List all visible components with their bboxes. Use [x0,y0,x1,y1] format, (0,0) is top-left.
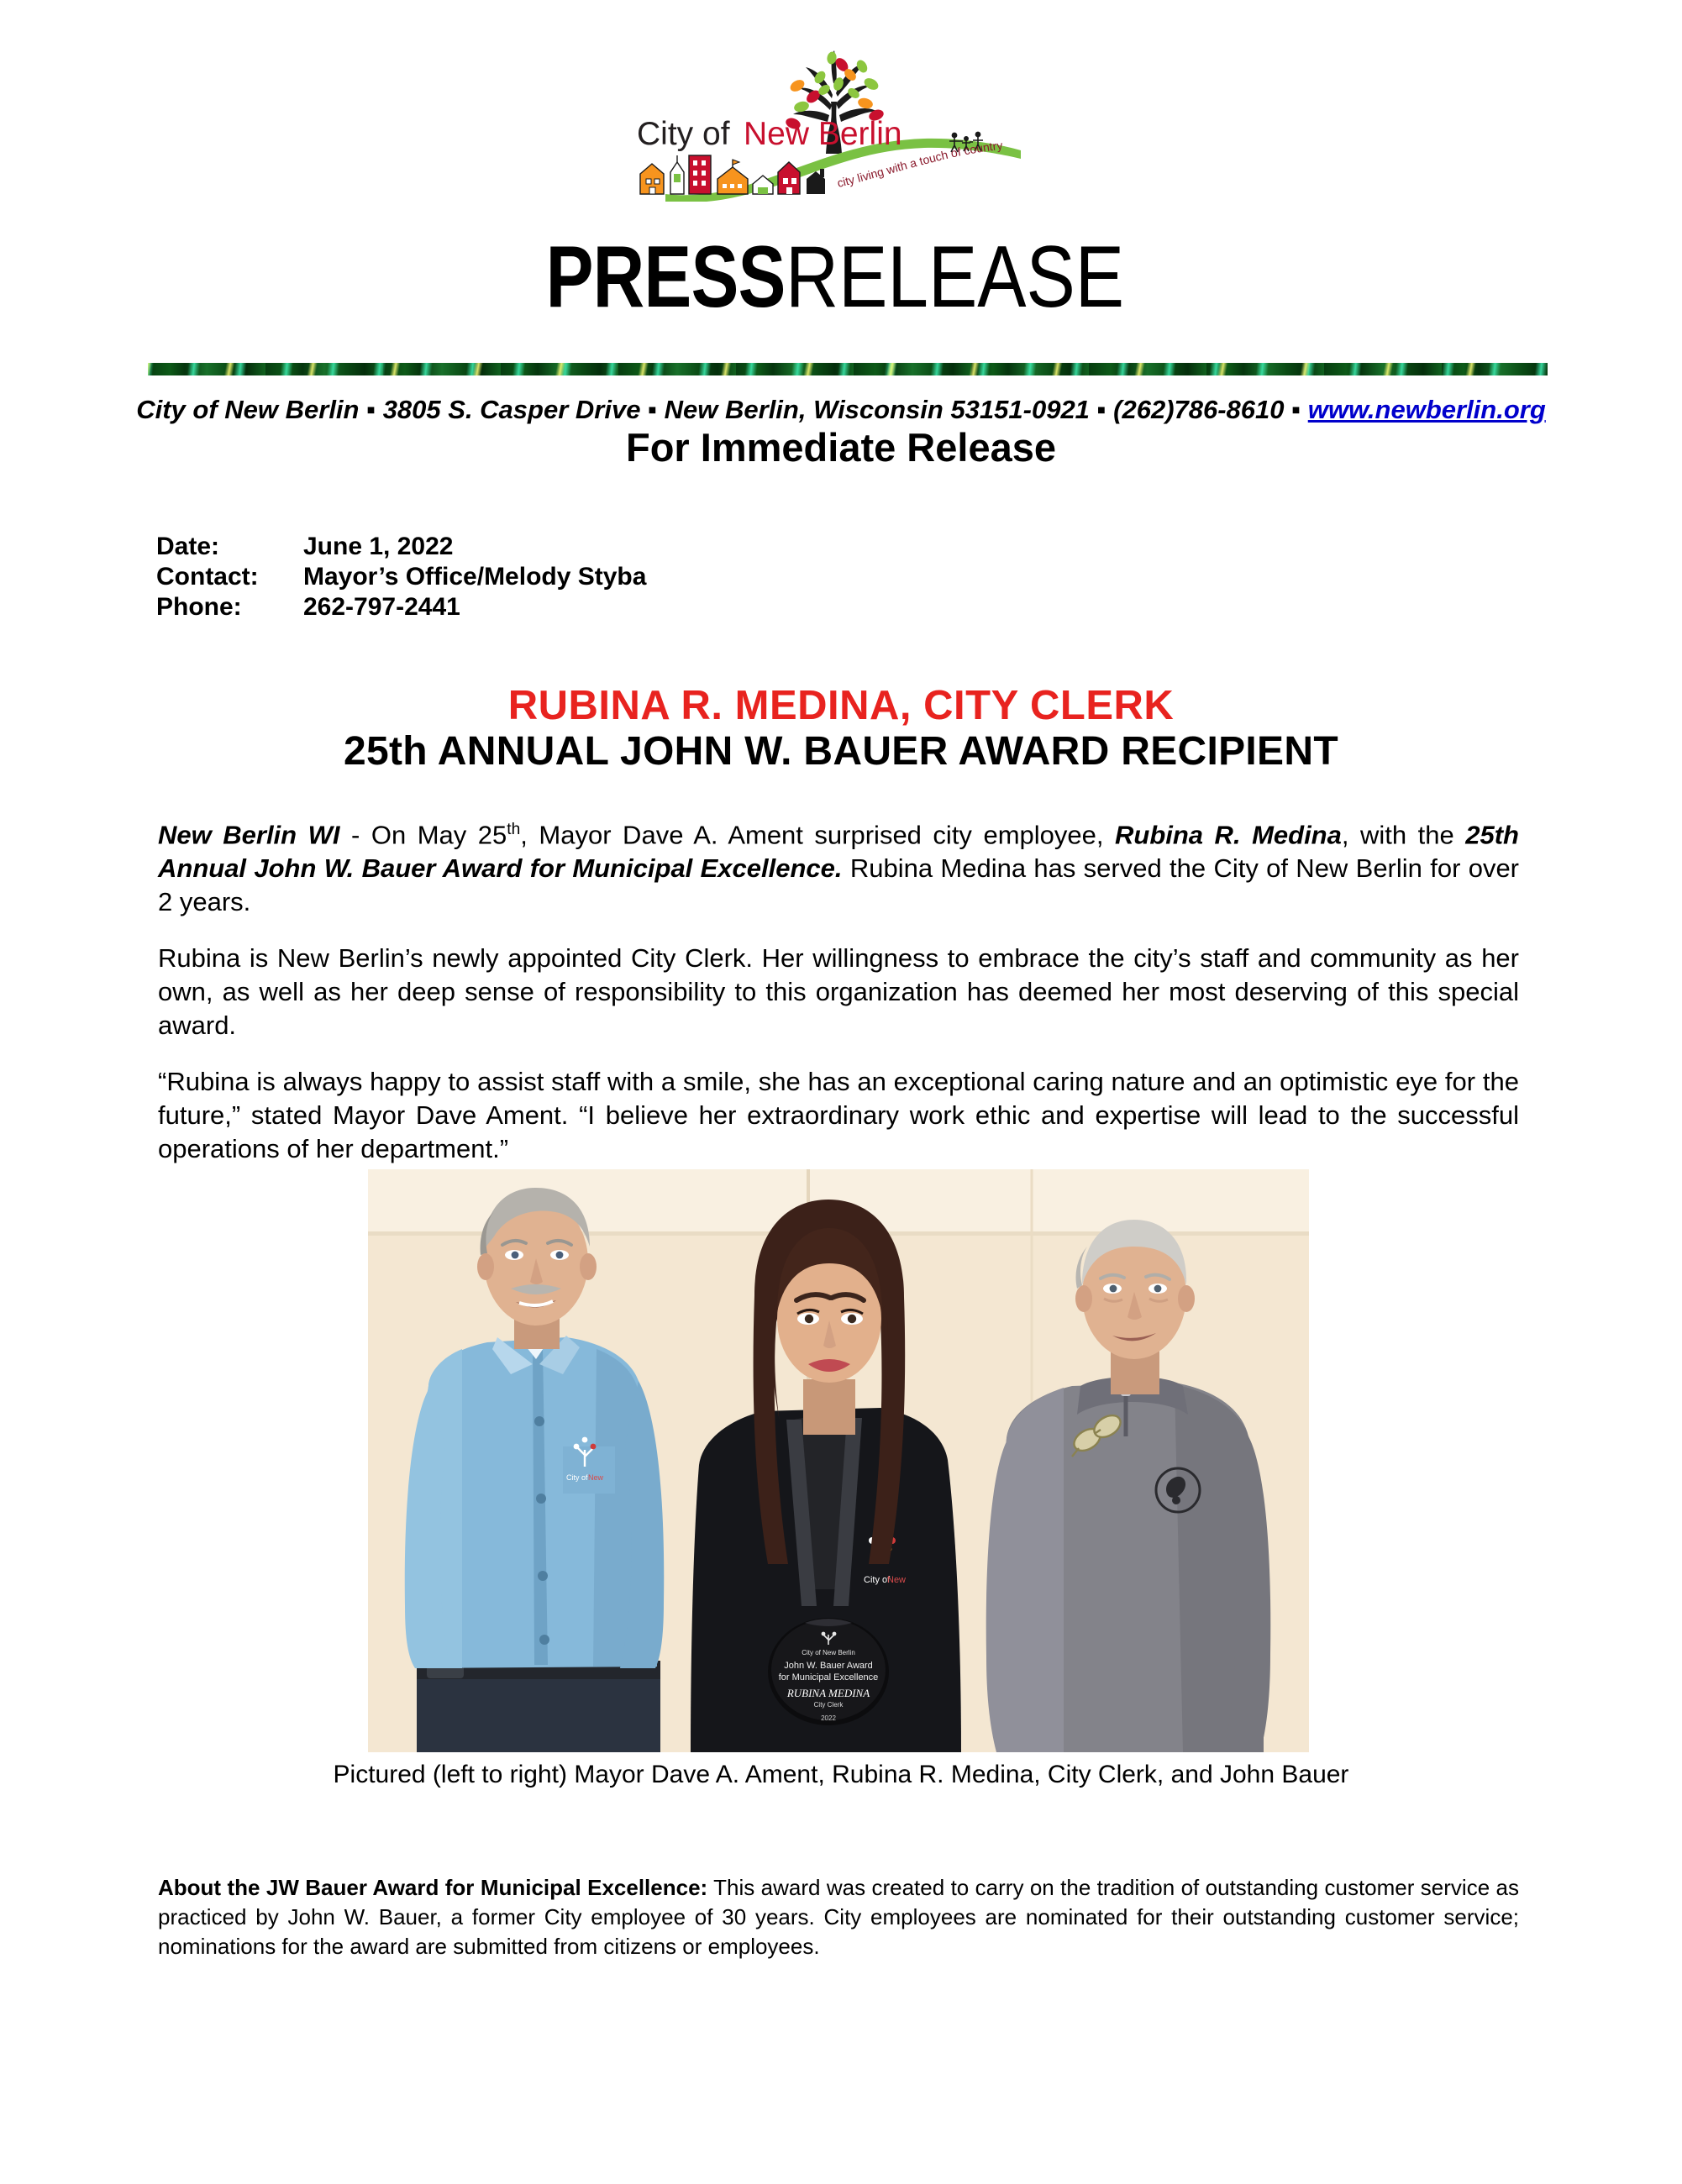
address-line [0,395,1682,425]
paragraph-3: “Rubina is always happy to assist staff with a smile, she has an exceptional caring nature and an optimistic eye for the future,” stated Mayor Dave Ament. “I believe her extraordinary work ethic and expertise will lead to the successful operations of her department.” [158,1067,1519,1164]
logo-city-of-text: City of [637,116,730,152]
award-name: 25th Annual John W. Bauer Award for Municipal Excellence. [158,820,1519,884]
plaque-line-4: RUBINA MEDINA [786,1687,870,1699]
meta-row-date [156,532,646,562]
photo-caption: Pictured (left to right) Mayor Dave A. Ament, Rubina R. Medina, City Clerk, and John Bauer [333,1761,1349,1788]
award-presentation-photo [368,1169,1309,1752]
about-award-footer [158,1873,1519,1961]
paragraph-1 [158,813,1519,919]
phone-value: 262-797-2441 [303,593,460,621]
release-meta-block [156,532,646,622]
website-link[interactable]: www.newberlin.org [1307,395,1546,424]
headline-secondary: 25th ANNUAL JOHN W. BAUER AWARD RECIPIENT [344,729,1338,774]
address-text: City of New Berlin ▪ 3805 S. Casper Drive ▪ New Berlin, Wisconsin 53151-0921 ▪ (262)786-8610 ▪ [136,395,1308,424]
contact-value: Mayor’s Office/Melody Styba [303,563,647,591]
ordinal-suffix: th [507,821,521,838]
photo-illustration [368,1169,1309,1752]
award-plaque [768,1618,889,1725]
green-divider-bar [148,363,1548,375]
date-value: June 1, 2022 [303,533,454,560]
body-content [158,813,1519,1189]
phone-label: Phone: [156,593,242,621]
meta-row-phone [156,592,646,622]
p1-text-1: - On May 25 [339,820,507,850]
logo-tagline: city living with a touch of country [835,138,1004,190]
press-release-title [0,228,1682,326]
contact-label: Contact: [156,563,259,591]
p1-text-4: Rubina Medina has served the City of New Berlin for over 2 years. [158,853,1520,917]
logo-new-berlin-text: New Berlin [744,116,902,152]
release-word: RELEASE [785,228,1124,326]
svg-text:New: New [588,1473,604,1482]
recipient-name: Rubina R. Medina [1115,820,1342,850]
p1-text-2: , Mayor Dave A. Ament surprised city employee, [520,820,1115,850]
for-immediate-release-heading: For Immediate Release [626,425,1056,470]
paragraph-2: Rubina is New Berlin’s newly appointed City Clerk. Her willingness to embrace the city’s staff and community as her own, as well as her deep sense of responsibility to this organization has deemed her most deserving of this special award. [158,943,1519,1041]
svg-text:New: New [887,1575,907,1585]
plaque-line-2: John W. Bauer Award [784,1661,873,1671]
headline-primary: RUBINA R. MEDINA, CITY CLERK [507,683,1175,728]
dateline: New Berlin WI [158,820,340,850]
p1-text-3: , with the [1341,820,1466,850]
logo-graphic [622,46,1059,202]
date-label: Date: [156,533,220,560]
meta-row-contact [156,562,646,592]
svg-text:City of: City of [566,1473,588,1482]
plaque-line-1: City of New Berlin [802,1649,855,1656]
plaque-line-6: 2022 [821,1714,836,1722]
press-word: PRESS [545,228,786,326]
about-award-heading: About the JW Bauer Award for Municipal Excellence: [158,1875,708,1900]
svg-text:City of: City of [864,1575,891,1585]
plaque-line-3: for Municipal Excellence [778,1672,879,1683]
plaque-line-5: City Clerk [813,1701,844,1709]
houses-skyline [640,155,825,194]
about-award-text: This award was created to carry on the tradition of outstanding customer service as practiced by John W. Bauer, a former City employee of 30 years. City employees are nominated for their outstanding customer service; nominations for the award are submitted from citizens or employees. [158,1875,1520,1959]
city-of-new-berlin-logo [622,46,1059,202]
